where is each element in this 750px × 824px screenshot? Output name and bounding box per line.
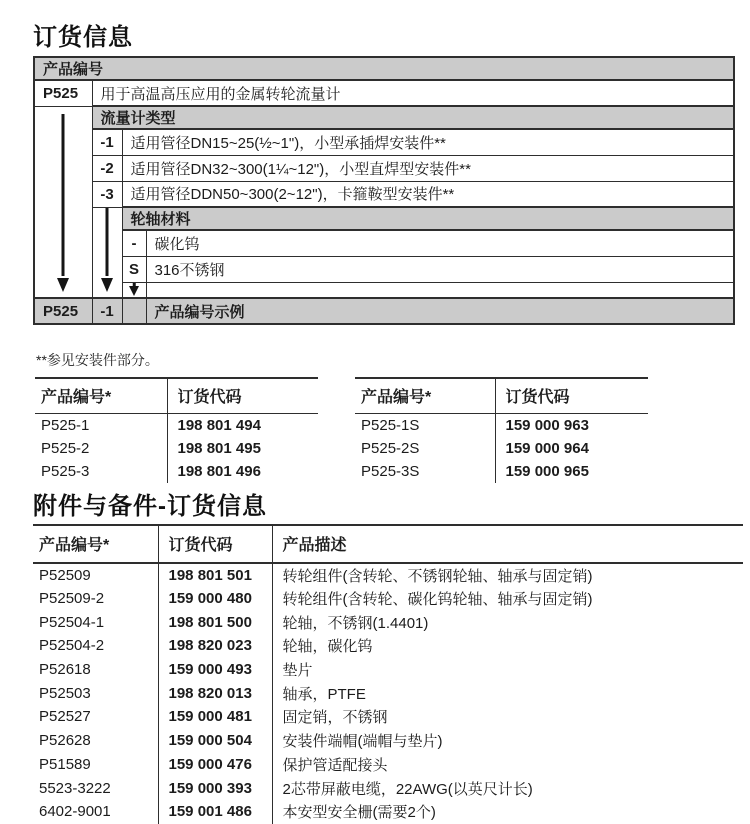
builder-option-code: -2 bbox=[92, 155, 122, 181]
builder-empty-cell bbox=[146, 282, 734, 298]
builder-base-description: 用于高温高压应用的金属转轮流量计 bbox=[92, 80, 734, 106]
product-number: P525-3 bbox=[35, 460, 167, 483]
order-code: 159 000 493 bbox=[158, 658, 272, 682]
order-code: 198 801 494 bbox=[177, 416, 261, 434]
product-number: P52628 bbox=[33, 729, 158, 753]
product-description: 保护管适配接头 bbox=[282, 756, 388, 774]
order-code: 159 000 393 bbox=[158, 776, 272, 800]
table-row bbox=[33, 681, 743, 705]
product-number: P52527 bbox=[33, 705, 158, 729]
column-header: 订货代码 bbox=[495, 378, 648, 414]
builder-option-code: -3 bbox=[92, 181, 122, 207]
builder-example-label: 产品编号示例 bbox=[146, 298, 734, 324]
down-arrow-icon bbox=[129, 286, 139, 296]
section-title-accessories: 附件与备件-订货信息 bbox=[33, 493, 267, 520]
column-header: 产品编号* bbox=[355, 378, 495, 414]
table-row bbox=[33, 729, 743, 753]
table-row bbox=[35, 437, 318, 460]
table-row bbox=[355, 437, 648, 460]
builder-option-desc: 适用管径DDN50~300(2~12")，卡箍鞍型安装件** bbox=[122, 181, 734, 207]
product-number: P52503 bbox=[33, 681, 158, 705]
down-arrow-icon bbox=[106, 208, 109, 277]
builder-col3-arrow-cell bbox=[122, 282, 146, 298]
table-row bbox=[33, 563, 743, 587]
product-number: P52618 bbox=[33, 658, 158, 682]
table-row bbox=[35, 414, 318, 437]
product-number: P525-1 bbox=[35, 414, 167, 437]
builder-option-code: - bbox=[122, 230, 146, 256]
order-code-builder-table bbox=[33, 56, 735, 325]
column-header: 产品编号* bbox=[35, 378, 167, 414]
builder-option-code: S bbox=[122, 256, 146, 282]
product-number: P52509-2 bbox=[33, 587, 158, 611]
builder-option-desc: 适用管径DN15~25(½~1")，小型承插焊安装件** bbox=[122, 129, 734, 155]
table-row bbox=[33, 753, 743, 777]
product-description: 转轮组件(含转轮、不锈钢轮轴、轴承与固定销) bbox=[282, 567, 593, 585]
table-row bbox=[33, 587, 743, 611]
down-arrow-icon bbox=[101, 278, 113, 292]
order-table-stainless bbox=[355, 377, 648, 483]
product-description: 本安型安全栅(需要2个) bbox=[282, 804, 436, 822]
order-code: 159 000 504 bbox=[158, 729, 272, 753]
builder-col1-arrow-cell bbox=[34, 106, 92, 298]
down-arrow-icon bbox=[62, 114, 65, 277]
builder-option-desc: 适用管径DN32~300(1¼~12")，小型直焊型安装件** bbox=[122, 155, 734, 181]
table-row bbox=[35, 460, 318, 483]
table-row bbox=[33, 705, 743, 729]
column-header: 订货代码 bbox=[158, 525, 272, 563]
order-code: 159 000 481 bbox=[158, 705, 272, 729]
builder-header-product-number: 产品编号 bbox=[34, 57, 734, 80]
product-number: P52504-1 bbox=[33, 610, 158, 634]
column-header: 订货代码 bbox=[167, 378, 318, 414]
builder-col2-arrow-cell bbox=[92, 207, 122, 298]
table-row bbox=[33, 658, 743, 682]
product-description: 轮轴，碳化钨 bbox=[282, 638, 373, 656]
order-code: 198 801 501 bbox=[158, 563, 272, 587]
product-number: P525-1S bbox=[355, 414, 495, 437]
order-code: 159 000 964 bbox=[505, 439, 589, 457]
product-number: P52509 bbox=[33, 563, 158, 587]
builder-example-type: -1 bbox=[92, 298, 122, 324]
product-description: 安装件端帽(端帽与垫片) bbox=[282, 733, 443, 751]
product-number: P525-3S bbox=[355, 460, 495, 483]
product-number: P525-2S bbox=[355, 437, 495, 460]
order-code: 159 000 963 bbox=[505, 416, 589, 434]
product-number: P52504-2 bbox=[33, 634, 158, 658]
builder-group1-header: 流量计类型 bbox=[92, 106, 734, 129]
product-description: 轮轴，不锈钢(1.4401) bbox=[282, 614, 429, 632]
builder-example-base: P525 bbox=[34, 298, 92, 324]
column-header: 产品描述 bbox=[272, 525, 743, 563]
column-header: 产品编号* bbox=[33, 525, 158, 563]
order-code: 198 801 496 bbox=[177, 462, 261, 480]
order-code: 198 820 023 bbox=[158, 634, 272, 658]
product-description: 2芯带屏蔽电缆，22AWG(以英尺计长) bbox=[282, 780, 533, 798]
product-description: 固定销，不锈钢 bbox=[282, 709, 388, 727]
order-code: 159 000 476 bbox=[158, 753, 272, 777]
table-row bbox=[33, 776, 743, 800]
order-code: 159 001 486 bbox=[158, 800, 272, 824]
table-row bbox=[355, 460, 648, 483]
order-code: 198 820 013 bbox=[158, 681, 272, 705]
table-row bbox=[33, 634, 743, 658]
builder-option-desc: 碳化钨 bbox=[146, 230, 734, 256]
section-title-ordering-info: 订货信息 bbox=[33, 24, 133, 51]
product-description: 垫片 bbox=[282, 662, 313, 680]
builder-option-code: -1 bbox=[92, 129, 122, 155]
order-code: 159 000 965 bbox=[505, 462, 589, 480]
order-code: 198 801 500 bbox=[158, 610, 272, 634]
product-number: 5523-3222 bbox=[33, 776, 158, 800]
product-number: P525-2 bbox=[35, 437, 167, 460]
builder-option-desc: 316不锈钢 bbox=[146, 256, 734, 282]
builder-example-material bbox=[122, 298, 146, 324]
order-table-standard bbox=[35, 377, 318, 483]
product-description: 转轮组件(含转轮、碳化钨轮轴、轴承与固定销) bbox=[282, 591, 593, 609]
product-number: 6402-9001 bbox=[33, 800, 158, 824]
builder-group2-header: 轮轴材料 bbox=[122, 207, 734, 230]
down-arrow-icon bbox=[57, 278, 69, 292]
product-description: 轴承，PTFE bbox=[282, 685, 366, 703]
product-number: P51589 bbox=[33, 753, 158, 777]
order-code: 198 801 495 bbox=[177, 439, 261, 457]
footnote: **参见安装件部分。 bbox=[36, 352, 159, 368]
order-code: 159 000 480 bbox=[158, 587, 272, 611]
table-row bbox=[355, 414, 648, 437]
table-row bbox=[33, 800, 743, 824]
accessories-table bbox=[33, 524, 743, 824]
table-row bbox=[33, 610, 743, 634]
builder-base-code: P525 bbox=[34, 80, 92, 106]
